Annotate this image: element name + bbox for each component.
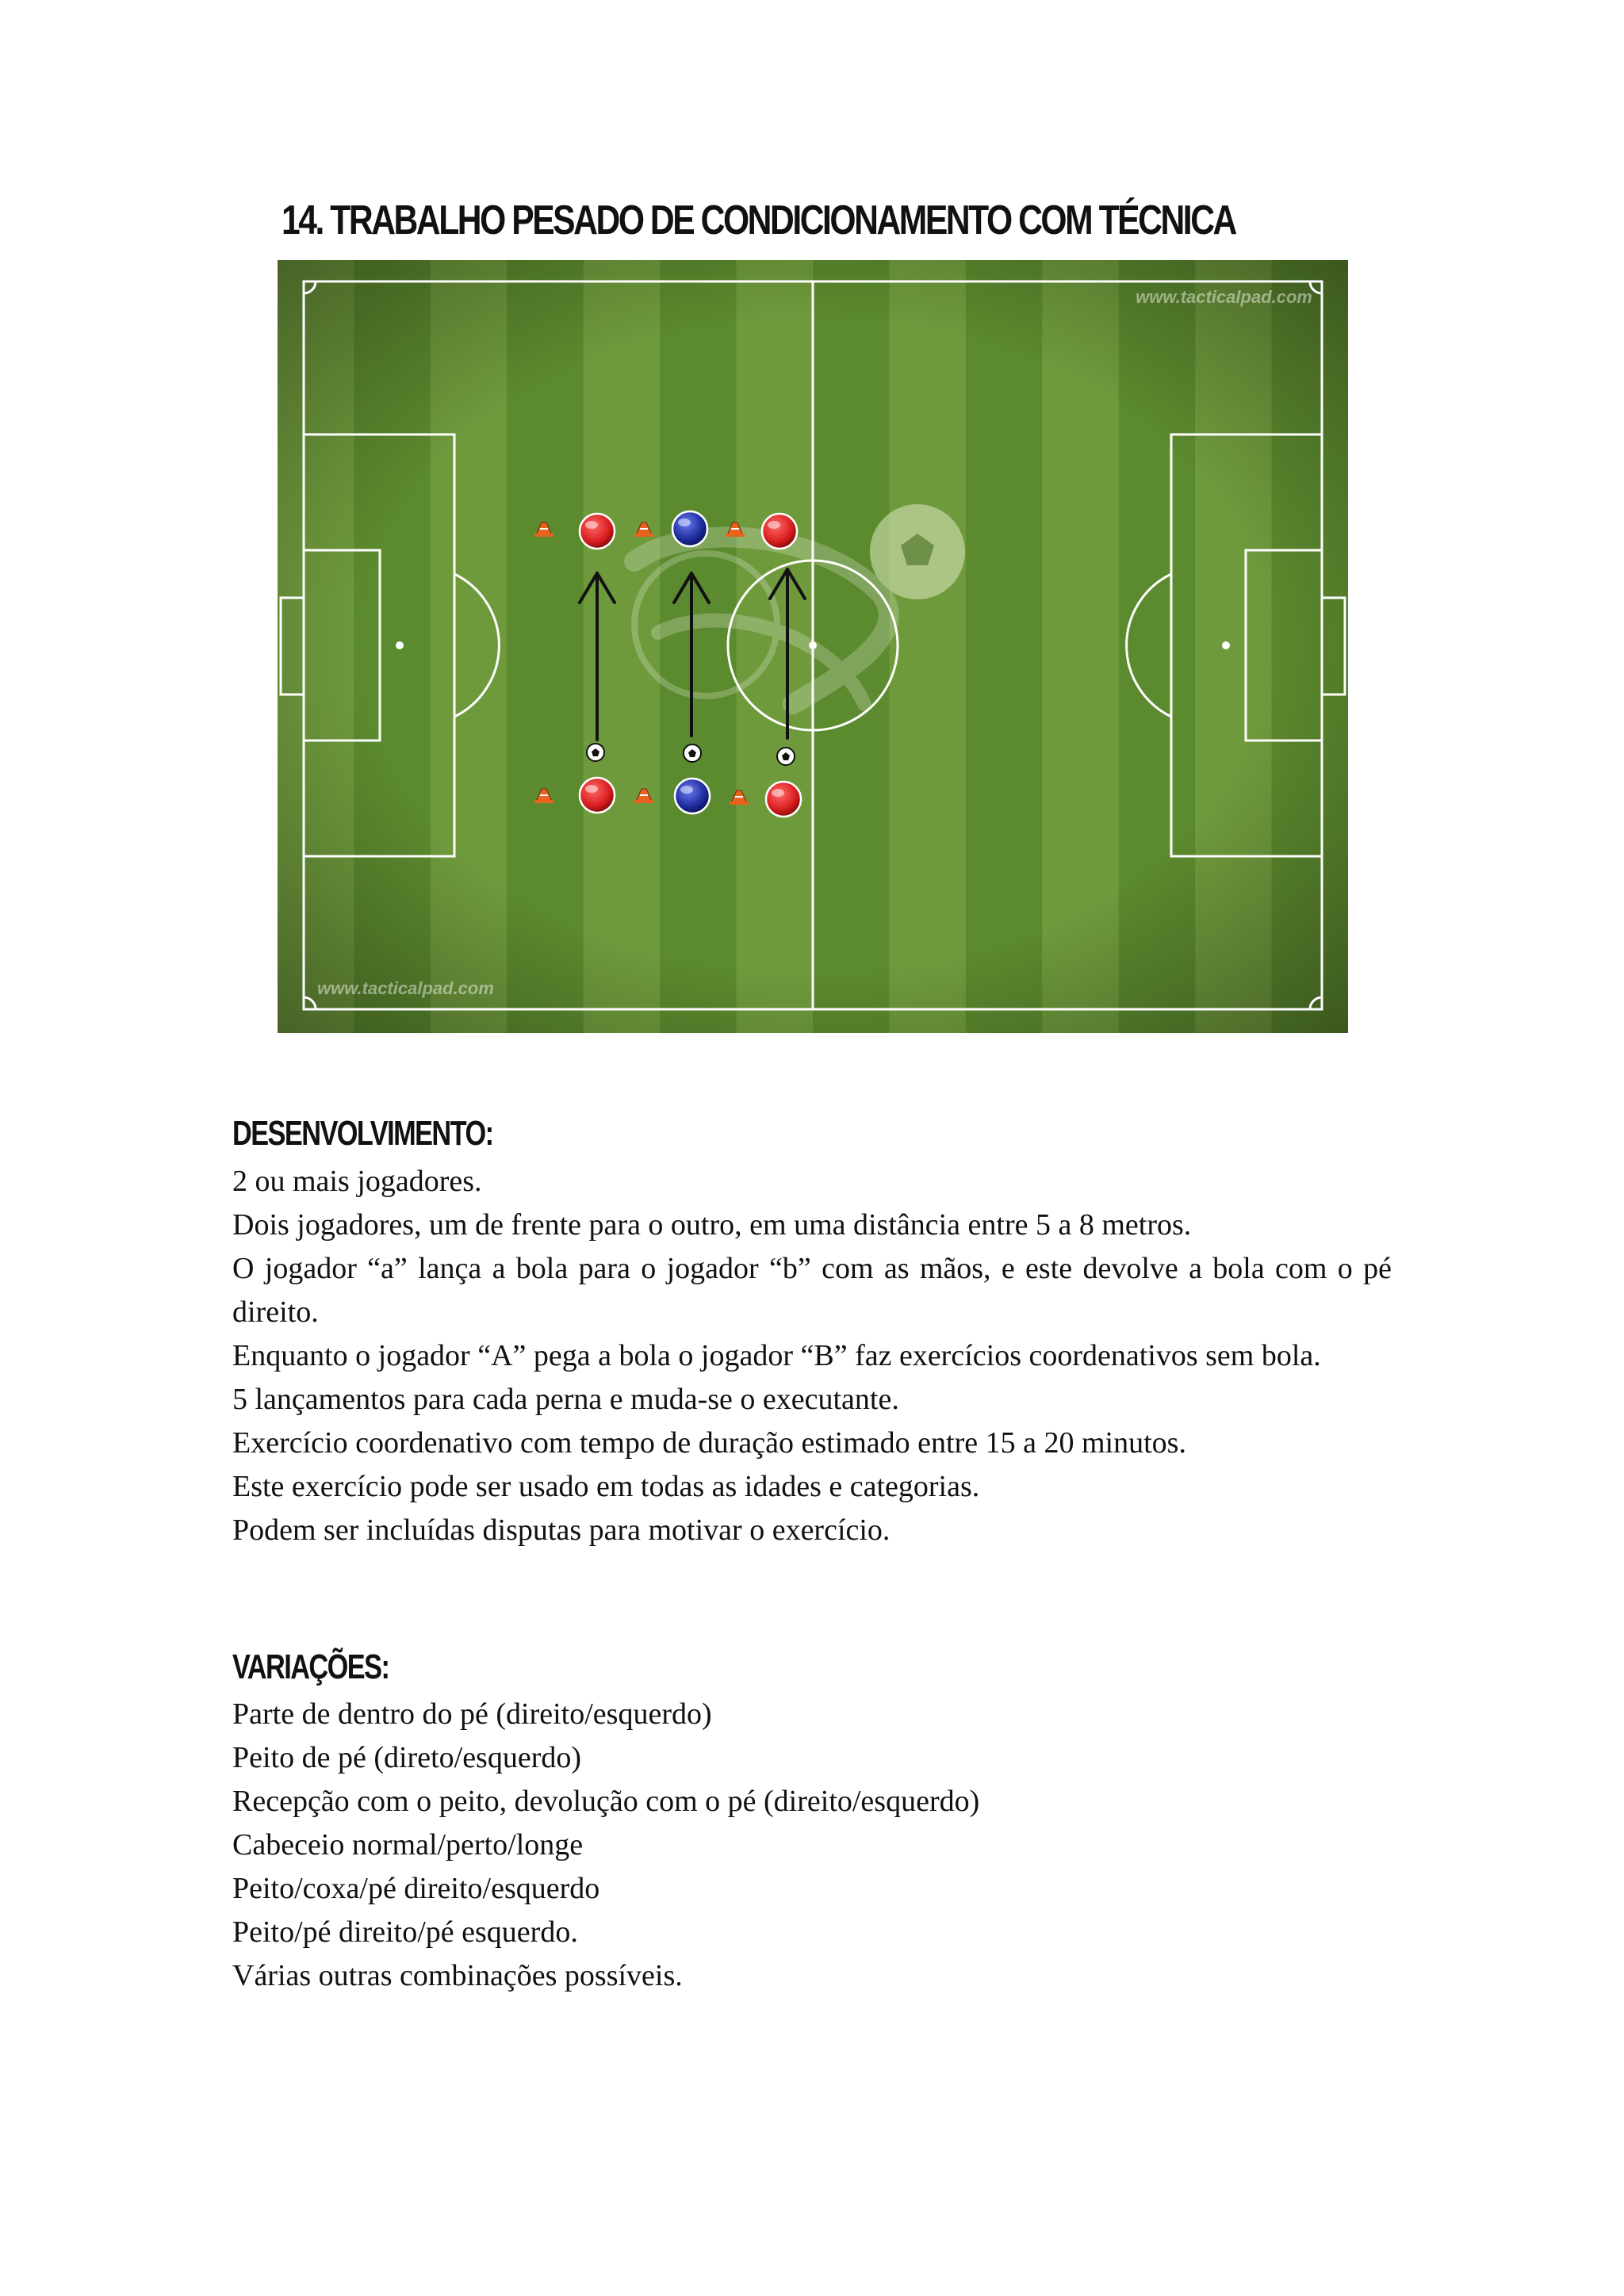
desenvolvimento-line: 5 lançamentos para cada perna e muda-se o executante. (232, 1383, 899, 1416)
player-red-top-right (762, 514, 797, 549)
variacoes-line: Peito/pé direito/pé esquerdo. (232, 1915, 578, 1949)
field-svg (278, 260, 1348, 1033)
desenvolvimento-line: Exercício coordenativo com tempo de duração estimado entre 15 a 20 minutos. (232, 1426, 1186, 1460)
variacoes-line: Recepção com o peito, devolução com o pé (direito/esquerdo) (232, 1785, 980, 1818)
page-title: 14. TRABALHO PESADO DE CONDICIONAMENTO COM TÉCNICA (282, 197, 1235, 243)
right-penalty-spot (1222, 641, 1230, 649)
player-red-bottom-right (766, 782, 801, 817)
desenvolvimento-line: Enquanto o jogador “A” pega a bola o jogador “B” faz exercícios coordenativos sem bola. (232, 1339, 1321, 1372)
desenvolvimento-line: Dois jogadores, um de frente para o outro, em uma distância entre 5 a 8 metros. (232, 1208, 1192, 1242)
player-red-bottom-left (580, 778, 615, 813)
variacoes-line: Cabeceio normal/perto/longe (232, 1828, 584, 1862)
variacoes-line: Peito de pé (direto/esquerdo) (232, 1741, 582, 1774)
desenvolvimento-list (232, 1160, 1392, 1552)
variacoes-list (232, 1693, 1392, 1998)
ball-icon (684, 744, 701, 762)
desenvolvimento-line: Podem ser incluídas disputas para motivar o exercício. (232, 1513, 891, 1547)
desenvolvimento-line: Este exercício pode ser usado em todas as idades e categorias. (232, 1470, 980, 1503)
player-blue-bottom-middle (675, 779, 710, 813)
variacoes-line: Parte de dentro do pé (direito/esquerdo) (232, 1697, 712, 1731)
left-penalty-spot (396, 641, 404, 649)
ball-icon (777, 748, 795, 765)
desenvolvimento-heading: DESENVOLVIMENTO: (232, 1114, 493, 1153)
ball-icon (587, 744, 604, 761)
desenvolvimento-line: 2 ou mais jogadores. (232, 1165, 482, 1198)
center-spot (809, 641, 817, 649)
variacoes-line: Peito/coxa/pé direito/esquerdo (232, 1872, 600, 1905)
watermark-bottom: www.tacticalpad.com (317, 978, 494, 998)
player-blue-top-middle (672, 511, 707, 546)
variacoes-heading: VARIAÇÕES: (232, 1647, 389, 1686)
background-ball-icon (870, 504, 965, 599)
player-red-top-left (580, 514, 615, 549)
desenvolvimento-line: O jogador “a” lança a bola para o jogador “b” com as mãos, e este devolve a bola com o pé direito. (232, 1252, 1392, 1329)
watermark-top: www.tacticalpad.com (1136, 287, 1312, 307)
soccer-field-diagram (278, 260, 1348, 1033)
variacoes-line: Várias outras combinações possíveis. (232, 1959, 683, 1992)
